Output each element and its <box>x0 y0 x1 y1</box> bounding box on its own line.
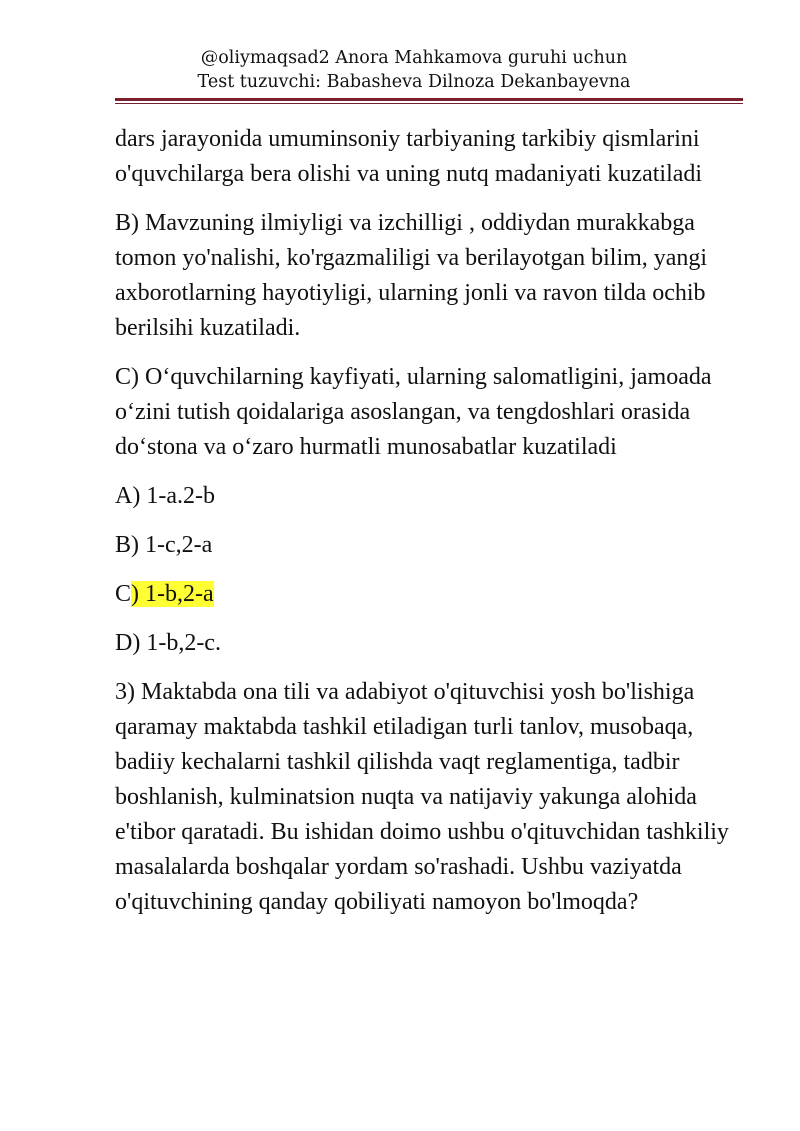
answer-option-c-letter: C <box>115 581 132 607</box>
page-header <box>0 46 800 94</box>
answer-option-a: A) 1-a.2-b <box>115 483 215 509</box>
answer-option-b: B) 1-c,2-a <box>115 532 213 558</box>
header-line-1: @oliymaqsad2 Anora Mahkamova guruhi uchun <box>200 48 628 68</box>
header-rule-thick <box>115 98 743 101</box>
header-line-2: Test tuzuvchi: Babasheva Dilnoza Dekanbayevna <box>197 72 631 92</box>
answer-option-c <box>115 577 743 612</box>
question-3: 3) Maktabda ona tili va adabiyot o'qituvchisi yosh bo'lishiga qaramay maktabda tashkil etiladigan turli tanlov, musobaqa, badiiy kechalarni tashkil qilishda vaqt reglamentiga, tadbir boshlanish, kulminatsion nuqta va natijaviy yakunga alohida e'tibor qaratadi. Bu ishidan doimo ushbu o'qituvchidan tashkiliy masalalarda boshqalar yordam so'rashadi. Ushbu vaziyatda o'qituvchining qanday qobiliyati namoyon bo'lmoqda? <box>115 679 729 915</box>
paragraph-option-b-description: B) Mavzuning ilmiyligi va izchilligi , oddiydan murakkabga tomon yo'nalishi, ko'rgazmaliligi va berilayotgan bilim, yangi axborotlarning hayotiyligi, ularning jonli va ravon tilda ochib berilsihi kuzatiladi. <box>115 210 708 341</box>
paragraph-continuation: dars jarayonida umuminsoniy tarbiyaning tarkibiy qismlarini o'quvchilarga bera olishi va uning nutq madaniyati kuzatiladi <box>115 126 703 187</box>
paragraph-option-c-description: C) O‘quvchilarning kayfiyati, ularning salomatligini, jamoada o‘zini tutish qoidalariga asoslangan, va tengdoshlari orasida do‘stona va o‘zaro hurmatli munosabatlar kuzatiladi <box>115 364 712 460</box>
answer-option-d: D) 1-b,2-c. <box>115 630 221 656</box>
answer-option-c-highlighted: ) 1-b,2-a <box>131 581 214 607</box>
header-rule-thin <box>115 103 743 104</box>
document-body <box>115 122 743 934</box>
